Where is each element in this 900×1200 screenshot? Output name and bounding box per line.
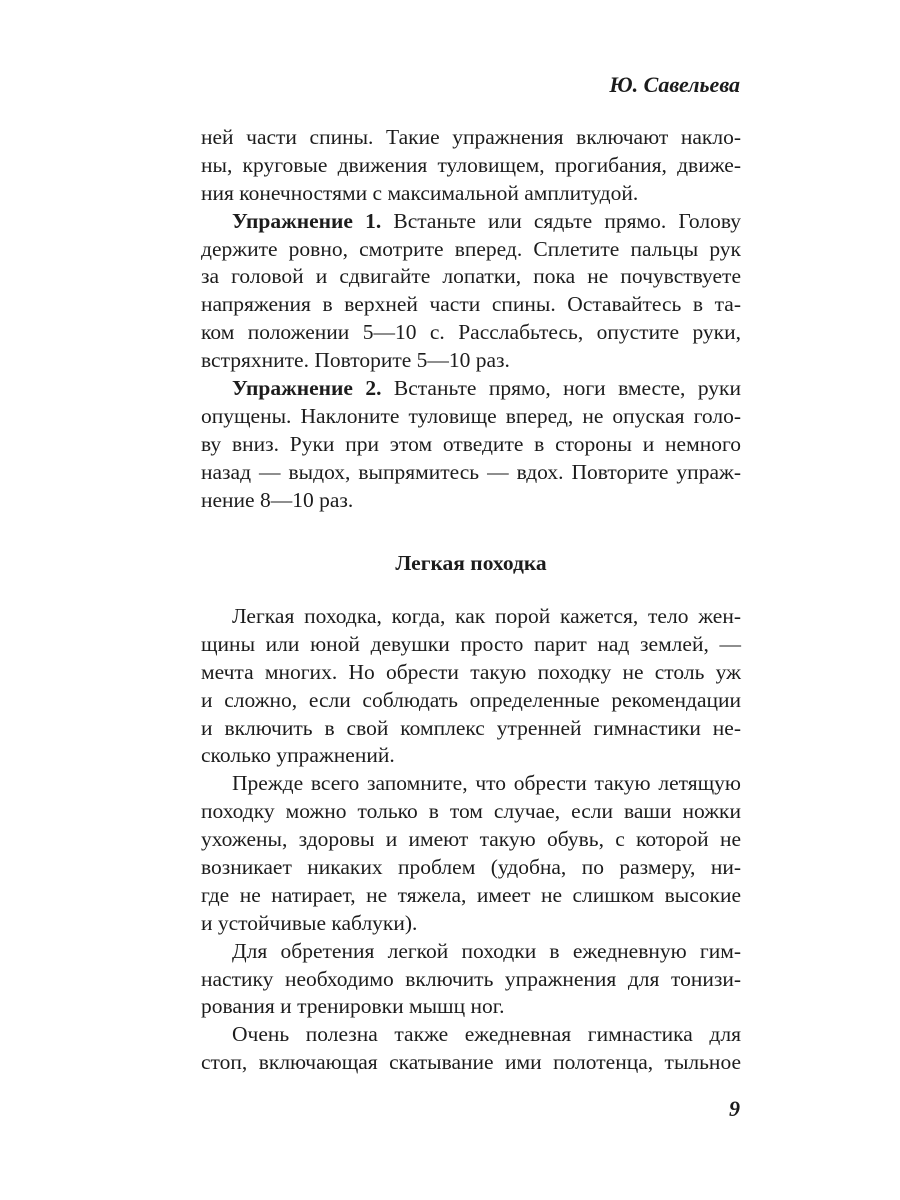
- text-line: [201, 180, 741, 208]
- paragraph: [201, 603, 741, 770]
- line-text: встряхните. Повторите 5—10 раз.: [201, 348, 510, 373]
- text-line: [201, 459, 741, 487]
- body-text-top: [201, 124, 741, 514]
- line-text: напряжения в верхней части спины. Оставайтесь в та-: [201, 292, 741, 317]
- line-text: Легкая походка, когда, как порой кажется, тело жен-: [232, 604, 741, 628]
- line-text: мечта многих. Но обрести такую походку не столь уж: [201, 659, 741, 684]
- line-text: походку можно только в том случае, если ваши ножки: [201, 799, 741, 824]
- text-line: [201, 603, 741, 631]
- line-text: ву вниз. Руки при этом отведите в стороны и немного: [201, 431, 741, 456]
- body-text-bottom: [201, 603, 741, 1077]
- paragraph: [201, 770, 741, 937]
- line-text: ухожены, здоровы и имеют такую обувь, с которой не: [201, 827, 741, 852]
- line-text: за головой и сдвигайте лопатки, пока не почувствуете: [201, 264, 741, 289]
- line-text: и включить в свой комплекс утренней гимнастики не-: [201, 715, 741, 740]
- text-line: [201, 770, 741, 798]
- text-line: [201, 375, 741, 403]
- text-line: [201, 208, 741, 236]
- text-line: [201, 487, 741, 515]
- text-line: [201, 236, 741, 264]
- text-line: [201, 910, 741, 938]
- line-text: сколько упражнений.: [201, 743, 395, 768]
- text-line: [201, 431, 741, 459]
- text-line: [201, 993, 741, 1021]
- line-text: Встаньте или сядьте прямо. Голову: [381, 208, 741, 233]
- text-line: [201, 687, 741, 715]
- text-line: [201, 882, 741, 910]
- paragraph: [201, 208, 741, 375]
- line-text: Прежде всего запомните, что обрести такую летящую: [232, 771, 741, 796]
- line-text: возникает никаких проблем (удобна, по размеру, ни-: [201, 855, 741, 880]
- line-text: назад — выдох, выпрямитесь — вдох. Повторите упраж-: [201, 459, 741, 484]
- text-line: [201, 715, 741, 743]
- line-text: нение 8—10 раз.: [201, 487, 354, 512]
- text-line: [201, 347, 741, 375]
- paragraph: [201, 375, 741, 514]
- page-number: 9: [729, 1096, 740, 1121]
- text-line: [201, 124, 741, 152]
- line-text: где не натирает, не тяжела, имеет не слишком высокие: [201, 882, 741, 907]
- paragraph: [201, 938, 741, 1022]
- paragraph: [201, 1021, 741, 1077]
- line-text: и устойчивые каблуки).: [201, 910, 418, 935]
- line-text: и сложно, если соблюдать определенные рекомендации: [201, 687, 741, 712]
- text-line: [201, 631, 741, 659]
- line-text: Встаньте прямо, ноги вместе, руки: [381, 376, 741, 401]
- text-line: [201, 742, 741, 770]
- text-line: [201, 659, 741, 687]
- line-text: Для обретения легкой походки в ежедневную гим-: [232, 938, 741, 963]
- section-heading: Легкая походка: [395, 551, 547, 575]
- text-line: [201, 938, 741, 966]
- text-line: [201, 152, 741, 180]
- line-text: ком положении 5—10 с. Расслабьтесь, опустите руки,: [201, 320, 741, 345]
- line-text: ней части спины. Такие упражнения включают накло-: [201, 125, 741, 149]
- line-text: опущены. Наклоните туловище вперед, не опуская голо-: [201, 403, 741, 428]
- text-line: [201, 798, 741, 826]
- text-line: [201, 966, 741, 994]
- line-text: Очень полезна также ежедневная гимнастика для: [232, 1022, 741, 1047]
- exercise-label: Упражнение 1.: [232, 208, 382, 233]
- text-line: [201, 826, 741, 854]
- running-head-author: Ю. Савельева: [609, 72, 740, 97]
- line-text: настику необходимо включить упражнения для тонизи-: [201, 966, 741, 991]
- line-text: держите ровно, смотрите вперед. Сплетите пальцы рук: [201, 236, 741, 261]
- text-line: [201, 403, 741, 431]
- line-text: стоп, включающая скатывание ими полотенца, тыльное: [201, 1050, 741, 1075]
- line-text: ния конечностями с максимальной амплитудой.: [201, 180, 639, 205]
- line-text: щины или юной девушки просто парит над землей, —: [201, 631, 741, 656]
- paragraph: [201, 124, 741, 208]
- text-line: [201, 1049, 741, 1077]
- line-text: рования и тренировки мышц ног.: [201, 994, 505, 1019]
- text-line: [201, 319, 741, 347]
- text-line: [201, 263, 741, 291]
- text-line: [201, 1021, 741, 1049]
- exercise-label: Упражнение 2.: [232, 376, 382, 401]
- line-text: ны, круговые движения туловищем, прогибания, движе-: [201, 152, 741, 177]
- text-line: [201, 854, 741, 882]
- text-line: [201, 291, 741, 319]
